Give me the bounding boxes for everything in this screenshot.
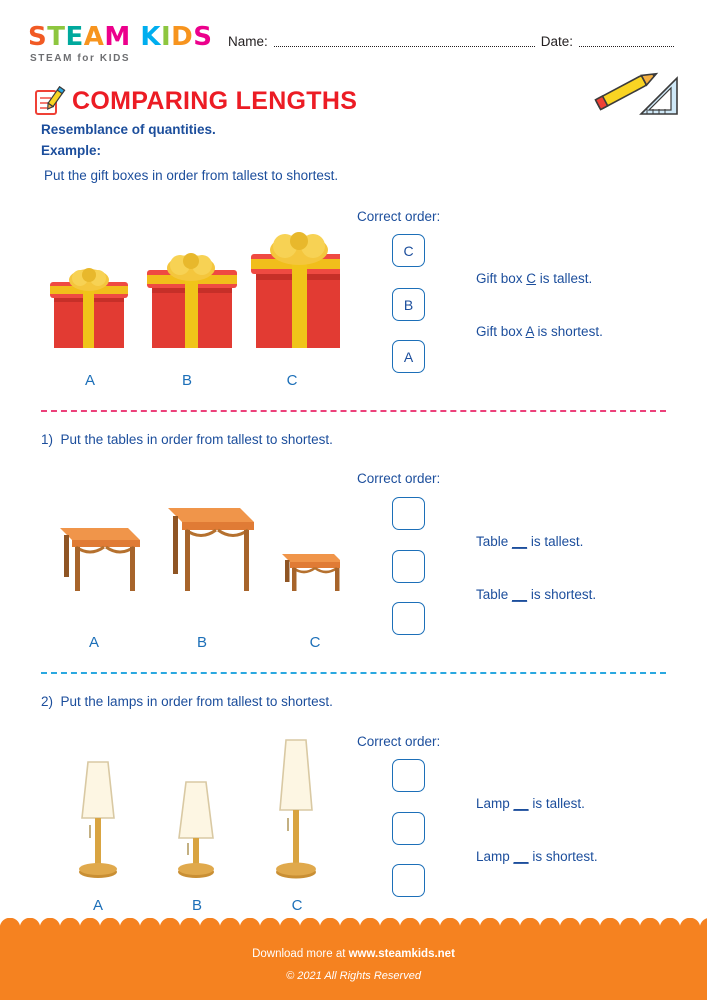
question-2-number: 2) bbox=[41, 694, 54, 709]
name-date-fields bbox=[228, 22, 680, 49]
shortest-pre-example: Gift box bbox=[476, 324, 526, 339]
tallest-pre-1: Table bbox=[476, 534, 513, 549]
order-slot-example-3[interactable]: A bbox=[392, 340, 425, 373]
tallest-pre-example: Gift box bbox=[476, 271, 527, 286]
name-input[interactable] bbox=[274, 46, 535, 47]
label-example-c: C bbox=[286, 372, 298, 389]
tallest-line-1 bbox=[476, 534, 583, 549]
tallest-post-2: is tallest. bbox=[528, 796, 585, 811]
shortest-post-1: is shortest. bbox=[527, 587, 597, 602]
label-1-c: C bbox=[309, 634, 321, 651]
tallest-post-1: is tallest. bbox=[527, 534, 584, 549]
table-a bbox=[60, 528, 140, 591]
footer-site-link[interactable]: www.steamkids.net bbox=[348, 948, 455, 960]
page-title: COMPARING LENGTHS bbox=[72, 86, 358, 115]
shortest-line-1 bbox=[476, 587, 596, 602]
order-slot-1-3[interactable] bbox=[392, 602, 425, 635]
footer-scallop bbox=[0, 918, 707, 938]
example-label: Example: bbox=[41, 143, 102, 158]
correct-order-label-example: Correct order: bbox=[357, 209, 441, 224]
order-slot-1-2[interactable] bbox=[392, 550, 425, 583]
correct-order-label-2: Correct order: bbox=[357, 734, 441, 749]
giftbox-c bbox=[251, 232, 340, 348]
page-footer bbox=[0, 928, 707, 1000]
shortest-pre-2: Lamp bbox=[476, 849, 514, 864]
name-label: Name: bbox=[228, 34, 268, 49]
example-instruction: Put the gift boxes in order from tallest to shortest. bbox=[44, 168, 339, 183]
label-2-c: C bbox=[291, 897, 303, 914]
tallest-pre-2: Lamp bbox=[476, 796, 514, 811]
tallest-line-example bbox=[476, 271, 592, 286]
order-slot-example-1[interactable]: C bbox=[392, 234, 425, 267]
order-slot-1-1[interactable] bbox=[392, 497, 425, 530]
brand-logo bbox=[28, 22, 228, 64]
shortest-post-2: is shortest. bbox=[528, 849, 598, 864]
order-slot-2-1[interactable] bbox=[392, 759, 425, 792]
brand-tagline: STEAM for KIDS bbox=[30, 53, 131, 64]
order-slot-2-3[interactable] bbox=[392, 864, 425, 897]
question-1-instruction: Put the tables in order from tallest to shortest. bbox=[60, 432, 333, 447]
lamp-b bbox=[178, 782, 214, 878]
label-2-a: A bbox=[92, 897, 103, 914]
label-1-a: A bbox=[88, 634, 99, 651]
footer-download-text: Download more at bbox=[252, 948, 349, 960]
shortest-answer-2[interactable]: __ bbox=[513, 849, 529, 864]
correct-order-label-1: Correct order: bbox=[357, 471, 441, 486]
question-2-text bbox=[41, 694, 333, 709]
date-label: Date: bbox=[540, 34, 573, 49]
tallest-answer-example[interactable]: C bbox=[526, 271, 537, 286]
page-subtitle: Resemblance of quantities. bbox=[41, 122, 216, 137]
table-b bbox=[168, 508, 254, 591]
table-c bbox=[282, 554, 340, 591]
giftbox-a bbox=[50, 268, 128, 348]
footer-download-line bbox=[0, 948, 707, 960]
shortest-answer-example[interactable]: A bbox=[525, 324, 534, 339]
tallest-answer-2[interactable]: __ bbox=[513, 796, 529, 811]
label-example-a: A bbox=[84, 372, 95, 389]
label-2-b: B bbox=[191, 897, 202, 914]
shortest-pre-1: Table bbox=[476, 587, 513, 602]
tallest-answer-1[interactable]: __ bbox=[512, 534, 528, 549]
lamp-group bbox=[40, 730, 340, 900]
shortest-line-2 bbox=[476, 849, 598, 864]
tallest-post-example: is tallest. bbox=[536, 271, 593, 286]
order-slot-example-2[interactable]: B bbox=[392, 288, 425, 321]
question-1-number: 1) bbox=[41, 432, 54, 447]
giftbox-b bbox=[147, 253, 237, 348]
tallest-line-2 bbox=[476, 796, 585, 811]
shortest-answer-1[interactable]: __ bbox=[512, 587, 528, 602]
page-header bbox=[28, 22, 680, 74]
question-2-instruction: Put the lamps in order from tallest to shortest. bbox=[60, 694, 333, 709]
pencil-paper-icon bbox=[32, 84, 66, 118]
date-input[interactable] bbox=[579, 46, 674, 47]
question-1-text bbox=[41, 432, 333, 447]
shortest-line-example bbox=[476, 324, 603, 339]
shortest-post-example: is shortest. bbox=[533, 324, 603, 339]
table-group bbox=[40, 488, 340, 616]
label-example-b: B bbox=[181, 372, 192, 389]
label-1-b: B bbox=[196, 634, 207, 651]
pencil-ruler-icon bbox=[593, 62, 679, 118]
divider-1 bbox=[41, 410, 666, 412]
lamp-c bbox=[276, 740, 316, 879]
brand-name: STEAM KIDS bbox=[28, 22, 213, 52]
giftbox-group bbox=[40, 230, 340, 370]
page-title-row bbox=[32, 84, 357, 118]
lamp-a bbox=[79, 762, 117, 878]
order-slot-2-2[interactable] bbox=[392, 812, 425, 845]
footer-copyright: © 2021 All Rights Reserved bbox=[286, 970, 421, 982]
divider-2 bbox=[41, 672, 666, 674]
